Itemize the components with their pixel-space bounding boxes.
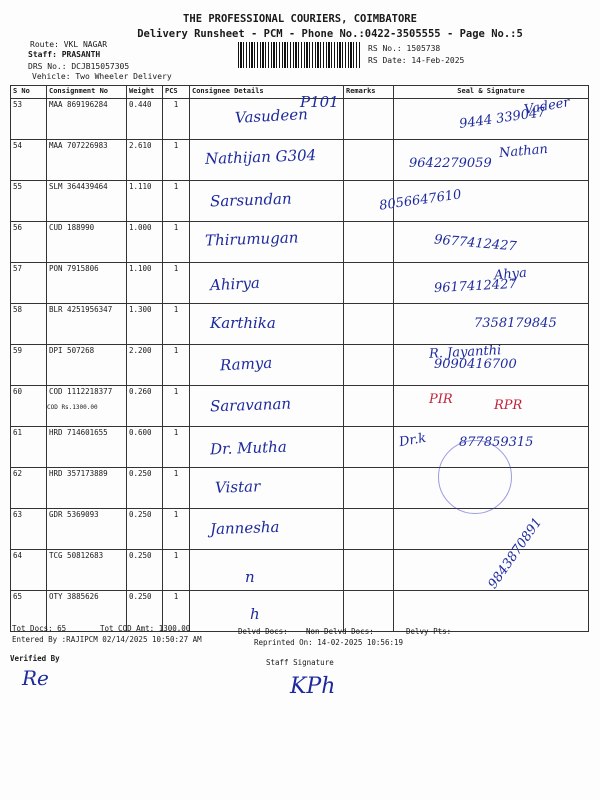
cell-pcs — [163, 99, 190, 140]
cell-remarks — [344, 263, 394, 304]
sno-value: 59 — [13, 346, 23, 355]
staff-signature: KPh — [290, 674, 336, 699]
handwritten-signature-note: Vadeer — [523, 95, 571, 118]
weight-value: 1.100 — [129, 264, 152, 273]
handwritten-consignee: Jannesha — [209, 517, 280, 539]
cell-pcs — [163, 304, 190, 345]
col-remarks: Remarks — [344, 86, 394, 99]
sno-value: 53 — [13, 100, 23, 109]
cell-sno — [11, 468, 47, 509]
cell-sno — [11, 99, 47, 140]
cell-sno — [11, 550, 47, 591]
pcs-value: 1 — [173, 141, 179, 150]
cod-amount: COD Rs.1300.00 — [47, 404, 98, 411]
cell-weight — [127, 222, 163, 263]
handwritten-consignee: Karthika — [210, 314, 276, 332]
staff-signature-label: Staff Signature — [266, 658, 334, 667]
cell-signature — [394, 263, 589, 304]
col-consignment: Consignment No — [47, 86, 127, 99]
cell-sno — [11, 263, 47, 304]
handwritten-note: P101 — [300, 93, 339, 111]
table-row — [11, 345, 589, 386]
consignment-value: BLR 4251956347 — [49, 305, 113, 314]
handwritten-signature-note: R. Jayanthi — [428, 343, 502, 362]
delivery-points: Delvy Pts: — [406, 627, 452, 636]
reprinted-on: Reprinted On: 14-02-2025 10:56:19 — [254, 638, 404, 647]
sno-value: 60 — [13, 387, 23, 396]
pcs-value: 1 — [173, 264, 179, 273]
consignment-value: GDR 5369093 — [49, 510, 99, 519]
handwritten-consignee: Nathijan G304 — [204, 146, 317, 168]
weight-value: 0.250 — [129, 551, 152, 560]
table-row — [11, 550, 589, 591]
pcs-value: 1 — [173, 510, 179, 519]
consignment-value: PON 7915806 — [49, 264, 99, 273]
route-label: Route: VKL NAGAR — [30, 40, 108, 49]
cell-pcs — [163, 550, 190, 591]
pcs-value: 1 — [173, 305, 179, 314]
delivered-docs: Delvd Docs: — [238, 627, 288, 636]
cell-consignment — [47, 140, 127, 181]
handwritten-consignee: Ramya — [219, 353, 273, 375]
cell-consignment — [47, 345, 127, 386]
cell-remarks — [344, 386, 394, 427]
verified-by-label: Verified By — [10, 654, 60, 663]
handwritten-signature: 9843870891 — [485, 515, 546, 592]
consignment-value: MAA 869196284 — [49, 100, 108, 109]
col-consignee: Consignee Details — [190, 86, 344, 99]
cell-weight — [127, 263, 163, 304]
sno-value: 57 — [13, 264, 23, 273]
handwritten-signature: 8056647610 — [378, 187, 463, 214]
cell-signature — [394, 345, 589, 386]
handwritten-signature: 9617412427 — [433, 276, 518, 297]
cell-sno — [11, 427, 47, 468]
cell-consignment — [47, 222, 127, 263]
cell-consignee — [190, 386, 344, 427]
cell-consignee — [190, 263, 344, 304]
sno-value: 64 — [13, 551, 23, 560]
consignment-value: HRD 714601655 — [49, 428, 108, 437]
cell-consignee — [190, 222, 344, 263]
cell-sno — [11, 181, 47, 222]
col-weight: Weight — [127, 86, 163, 99]
cell-consignee — [190, 140, 344, 181]
cell-consignee — [190, 304, 344, 345]
runsheet-table — [10, 85, 589, 632]
weight-value: 0.260 — [129, 387, 152, 396]
cell-weight — [127, 386, 163, 427]
pcs-value: 1 — [173, 182, 179, 191]
table-row — [11, 509, 589, 550]
weight-value: 0.250 — [129, 592, 152, 601]
cell-consignment — [47, 468, 127, 509]
handwritten-consignee: n — [245, 568, 255, 586]
handwritten-signature-note: Dr.k — [397, 430, 428, 451]
vehicle-label: Vehicle: Two Wheeler Delivery — [32, 72, 172, 81]
total-docs: Tot Docs: 65 — [12, 624, 67, 633]
cell-pcs — [163, 468, 190, 509]
handwritten-consignee: Dr. Mutha — [209, 437, 288, 459]
cell-consignee — [190, 345, 344, 386]
handwritten-signature: 9677412427 — [433, 232, 518, 255]
pcs-value: 1 — [173, 100, 179, 109]
weight-value: 0.250 — [129, 510, 152, 519]
entered-by: Entered By :RAJIPCM 02/14/2025 10:50:27 AM — [12, 635, 202, 644]
sno-value: 58 — [13, 305, 23, 314]
cell-signature — [394, 386, 589, 427]
table-row — [11, 304, 589, 345]
cell-remarks — [344, 140, 394, 181]
handwritten-signature-note: Nathan — [498, 141, 549, 162]
cell-pcs — [163, 345, 190, 386]
consignment-value: CUD 188990 — [49, 223, 95, 232]
cell-remarks — [344, 509, 394, 550]
sno-value: 62 — [13, 469, 23, 478]
table-row — [11, 263, 589, 304]
weight-value: 0.250 — [129, 469, 152, 478]
table-row — [11, 222, 589, 263]
handwritten-consignee: Vasudeen — [234, 105, 309, 127]
total-cod: Tot COD Amt: 1300.00 — [100, 624, 191, 633]
cell-consignee — [190, 427, 344, 468]
cell-consignee — [190, 93, 344, 140]
cell-consignment — [47, 304, 127, 345]
cell-signature — [394, 95, 589, 140]
weight-value: 0.600 — [129, 428, 152, 437]
handwritten-consignee: Sarsundan — [209, 189, 292, 211]
pcs-value: 1 — [173, 592, 179, 601]
cell-consignment — [47, 509, 127, 550]
handwritten-signature: PIR — [429, 392, 453, 407]
barcode — [238, 42, 360, 68]
cell-remarks — [344, 468, 394, 509]
company-title: THE PROFESSIONAL COURIERS, COIMBATORE — [183, 13, 417, 25]
consignment-value: COD 1112218377 — [49, 387, 113, 396]
weight-value: 2.610 — [129, 141, 152, 150]
handwritten-signature: 7358179845 — [474, 316, 557, 331]
cell-signature — [394, 591, 589, 632]
handwritten-consignee: Ahirya — [209, 273, 261, 295]
cell-remarks — [344, 427, 394, 468]
sno-value: 61 — [13, 428, 23, 437]
cell-sno — [11, 222, 47, 263]
rs-date: RS Date: 14-Feb-2025 — [368, 56, 465, 65]
cell-pcs — [163, 140, 190, 181]
cell-pcs — [163, 386, 190, 427]
cell-pcs — [163, 509, 190, 550]
pcs-value: 1 — [173, 469, 179, 478]
cell-weight — [127, 509, 163, 550]
weight-value: 2.200 — [129, 346, 152, 355]
cell-consignment — [47, 427, 127, 468]
pcs-value: 1 — [173, 223, 179, 232]
handwritten-consignee: Vistar — [214, 477, 261, 497]
cell-consignment — [47, 550, 127, 591]
runsheet-title: Delivery Runsheet - PCM - Phone No.:0422-3505555 - Page No.:5 — [137, 28, 523, 40]
cell-consignment — [47, 386, 127, 427]
rs-number: RS No.: 1505738 — [368, 44, 441, 53]
cell-weight — [127, 550, 163, 591]
cell-remarks — [344, 345, 394, 386]
cell-remarks — [344, 99, 394, 140]
cell-remarks — [344, 222, 394, 263]
cell-remarks — [344, 304, 394, 345]
sno-value: 55 — [13, 182, 23, 191]
cell-sno — [11, 345, 47, 386]
table-row — [11, 591, 589, 632]
cell-pcs — [163, 181, 190, 222]
handwritten-signature: 9090416700 — [434, 357, 517, 372]
cell-weight — [127, 345, 163, 386]
pcs-value: 1 — [173, 346, 179, 355]
table-row — [11, 386, 589, 427]
col-pcs: PCS — [163, 86, 190, 99]
cell-weight — [127, 140, 163, 181]
col-sno: S No — [11, 86, 47, 99]
cell-weight — [127, 99, 163, 140]
cell-weight — [127, 304, 163, 345]
cell-consignee — [190, 591, 344, 632]
consignment-value: SLM 364439464 — [49, 182, 108, 191]
cell-consignment — [47, 263, 127, 304]
handwritten-signature: 9444 339047 — [458, 105, 547, 132]
cell-signature — [394, 304, 589, 345]
handwritten-consignee: h — [250, 605, 260, 623]
cell-consignee — [190, 468, 344, 509]
consignment-value: MAA 707226983 — [49, 141, 108, 150]
sno-value: 56 — [13, 223, 23, 232]
cell-signature — [394, 140, 589, 181]
weight-value: 1.110 — [129, 182, 152, 191]
seal-stamp — [438, 440, 512, 514]
cell-remarks — [344, 550, 394, 591]
consignment-value: TCG 50812683 — [49, 551, 104, 560]
table-row — [11, 181, 589, 222]
cell-sno — [11, 140, 47, 181]
cell-consignee — [190, 550, 344, 591]
cell-sno — [11, 509, 47, 550]
handwritten-consignee: Thirumugan — [204, 228, 299, 250]
weight-value: 0.440 — [129, 100, 152, 109]
sno-value: 63 — [13, 510, 23, 519]
cell-sno — [11, 304, 47, 345]
table-row — [11, 140, 589, 181]
verified-signature: Re — [22, 666, 49, 690]
pcs-value: 1 — [173, 551, 179, 560]
handwritten-consignee: Saravanan — [209, 394, 292, 416]
staff-label: Staff: PRASANTH — [28, 50, 101, 59]
cell-sno — [11, 386, 47, 427]
consignment-value: OTY 3885626 — [49, 592, 99, 601]
cell-consignment — [47, 99, 127, 140]
sno-value: 54 — [13, 141, 23, 150]
table-row — [11, 99, 589, 140]
cell-consignment — [47, 181, 127, 222]
consignment-value: HRD 357173889 — [49, 469, 108, 478]
cell-signature — [394, 222, 589, 263]
weight-value: 1.300 — [129, 305, 152, 314]
cell-consignee — [190, 181, 344, 222]
cell-signature — [394, 509, 589, 550]
handwritten-signature-note: Ahya — [493, 265, 528, 284]
pcs-value: 1 — [173, 387, 179, 396]
drs-number: DRS No.: DCJB15057305 — [28, 62, 130, 71]
cell-signature — [378, 181, 589, 222]
cell-pcs — [163, 263, 190, 304]
cell-consignee — [190, 509, 344, 550]
cell-pcs — [163, 222, 190, 263]
cell-signature — [394, 515, 589, 592]
weight-value: 1.000 — [129, 223, 152, 232]
col-signature: Seal & Signature — [394, 86, 589, 99]
cell-weight — [127, 468, 163, 509]
handwritten-signature: 877859315 — [459, 435, 534, 450]
handwritten-signature: 9642279059 — [409, 156, 492, 171]
cell-weight — [127, 181, 163, 222]
pcs-value: 1 — [173, 428, 179, 437]
cell-remarks — [344, 591, 394, 632]
sno-value: 65 — [13, 592, 23, 601]
handwritten-signature-note: RPR — [494, 398, 523, 413]
cell-pcs — [163, 427, 190, 468]
consignment-value: DPI 507268 — [49, 346, 95, 355]
cell-weight — [127, 427, 163, 468]
non-delivered-docs: Non Delvd Docs: — [306, 627, 374, 636]
